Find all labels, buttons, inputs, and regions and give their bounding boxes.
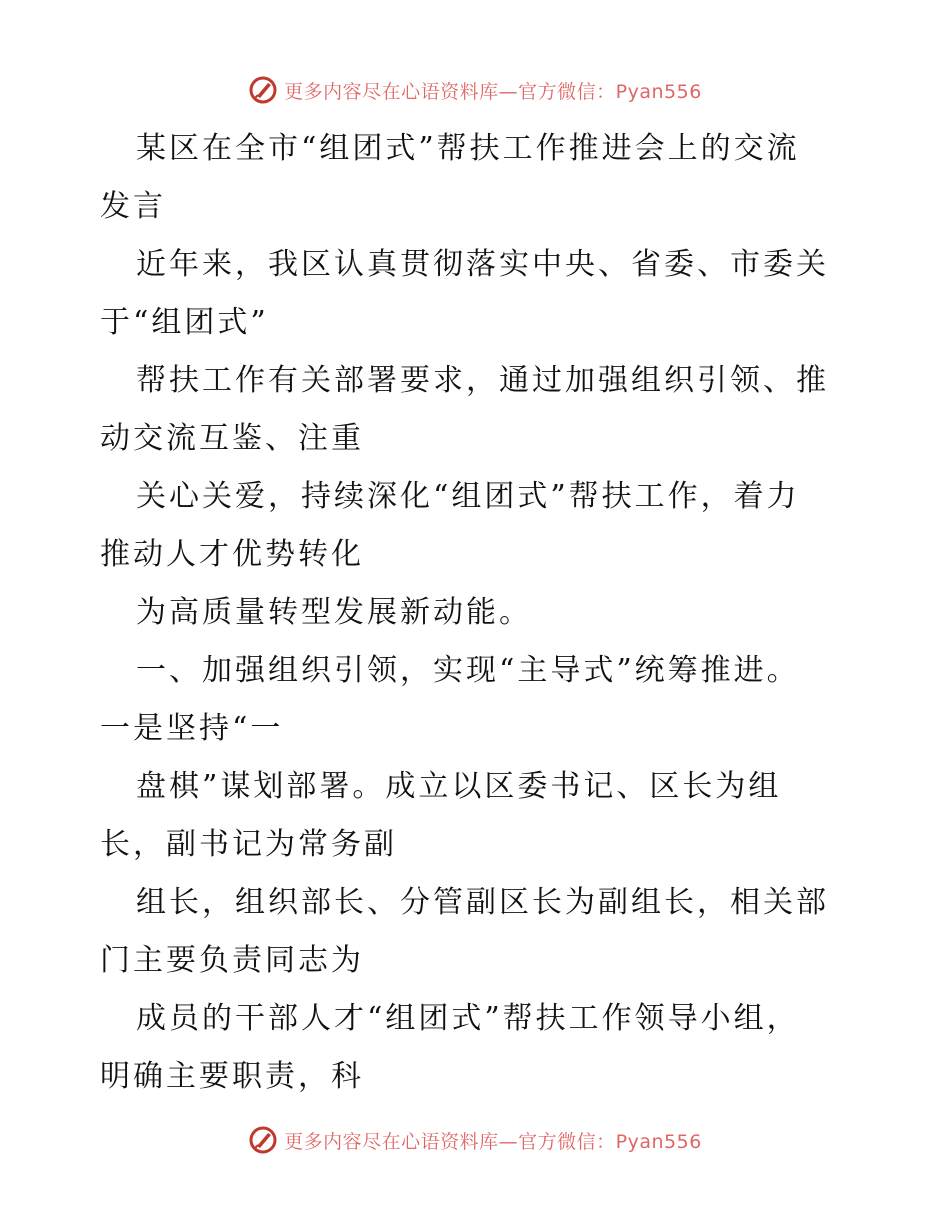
text-line: 门主要负责同志为 xyxy=(100,943,364,978)
text-line: 推动人才优势转化 xyxy=(100,537,364,572)
text-line: 一、加强组织引领，实现“主导式”统筹推进。 xyxy=(136,653,800,688)
quill-logo-icon xyxy=(248,1125,278,1155)
text-line: 组长，组织部长、分管副区长为副组长，相关部 xyxy=(136,885,829,920)
text-line: 一是坚持“一 xyxy=(100,711,284,746)
quill-logo-icon xyxy=(248,75,278,105)
watermark-text: 更多内容尽在心语资料库—官方微信：Pyan556 xyxy=(284,80,702,103)
text-line: 发言 xyxy=(100,189,166,224)
text-line: 动交流互鉴、注重 xyxy=(100,421,364,456)
text-line: 帮扶工作有关部署要求，通过加强组织引领、推 xyxy=(136,363,829,398)
text-line: 关心关爱，持续深化“组团式”帮扶工作，着力 xyxy=(136,479,800,514)
text-line: 长，副书记为常务副 xyxy=(100,827,397,862)
text-line: 近年来，我区认真贯彻落实中央、省委、市委关 xyxy=(136,247,829,282)
watermark-header xyxy=(0,70,950,110)
text-line: 某区在全市“组团式”帮扶工作推进会上的交流 xyxy=(136,131,800,166)
watermark-text: 更多内容尽在心语资料库—官方微信：Pyan556 xyxy=(284,1130,702,1153)
text-line: 明确主要职责，科 xyxy=(100,1059,364,1094)
document-body xyxy=(100,120,860,1106)
watermark-footer xyxy=(0,1120,950,1160)
text-line: 于“组团式” xyxy=(100,305,269,340)
text-line: 成员的干部人才“组团式”帮扶工作领导小组， xyxy=(136,1001,800,1036)
text-line: 为高质量转型发展新动能。 xyxy=(136,595,532,630)
text-line: 盘棋”谋划部署。成立以区委书记、区长为组 xyxy=(136,769,782,804)
